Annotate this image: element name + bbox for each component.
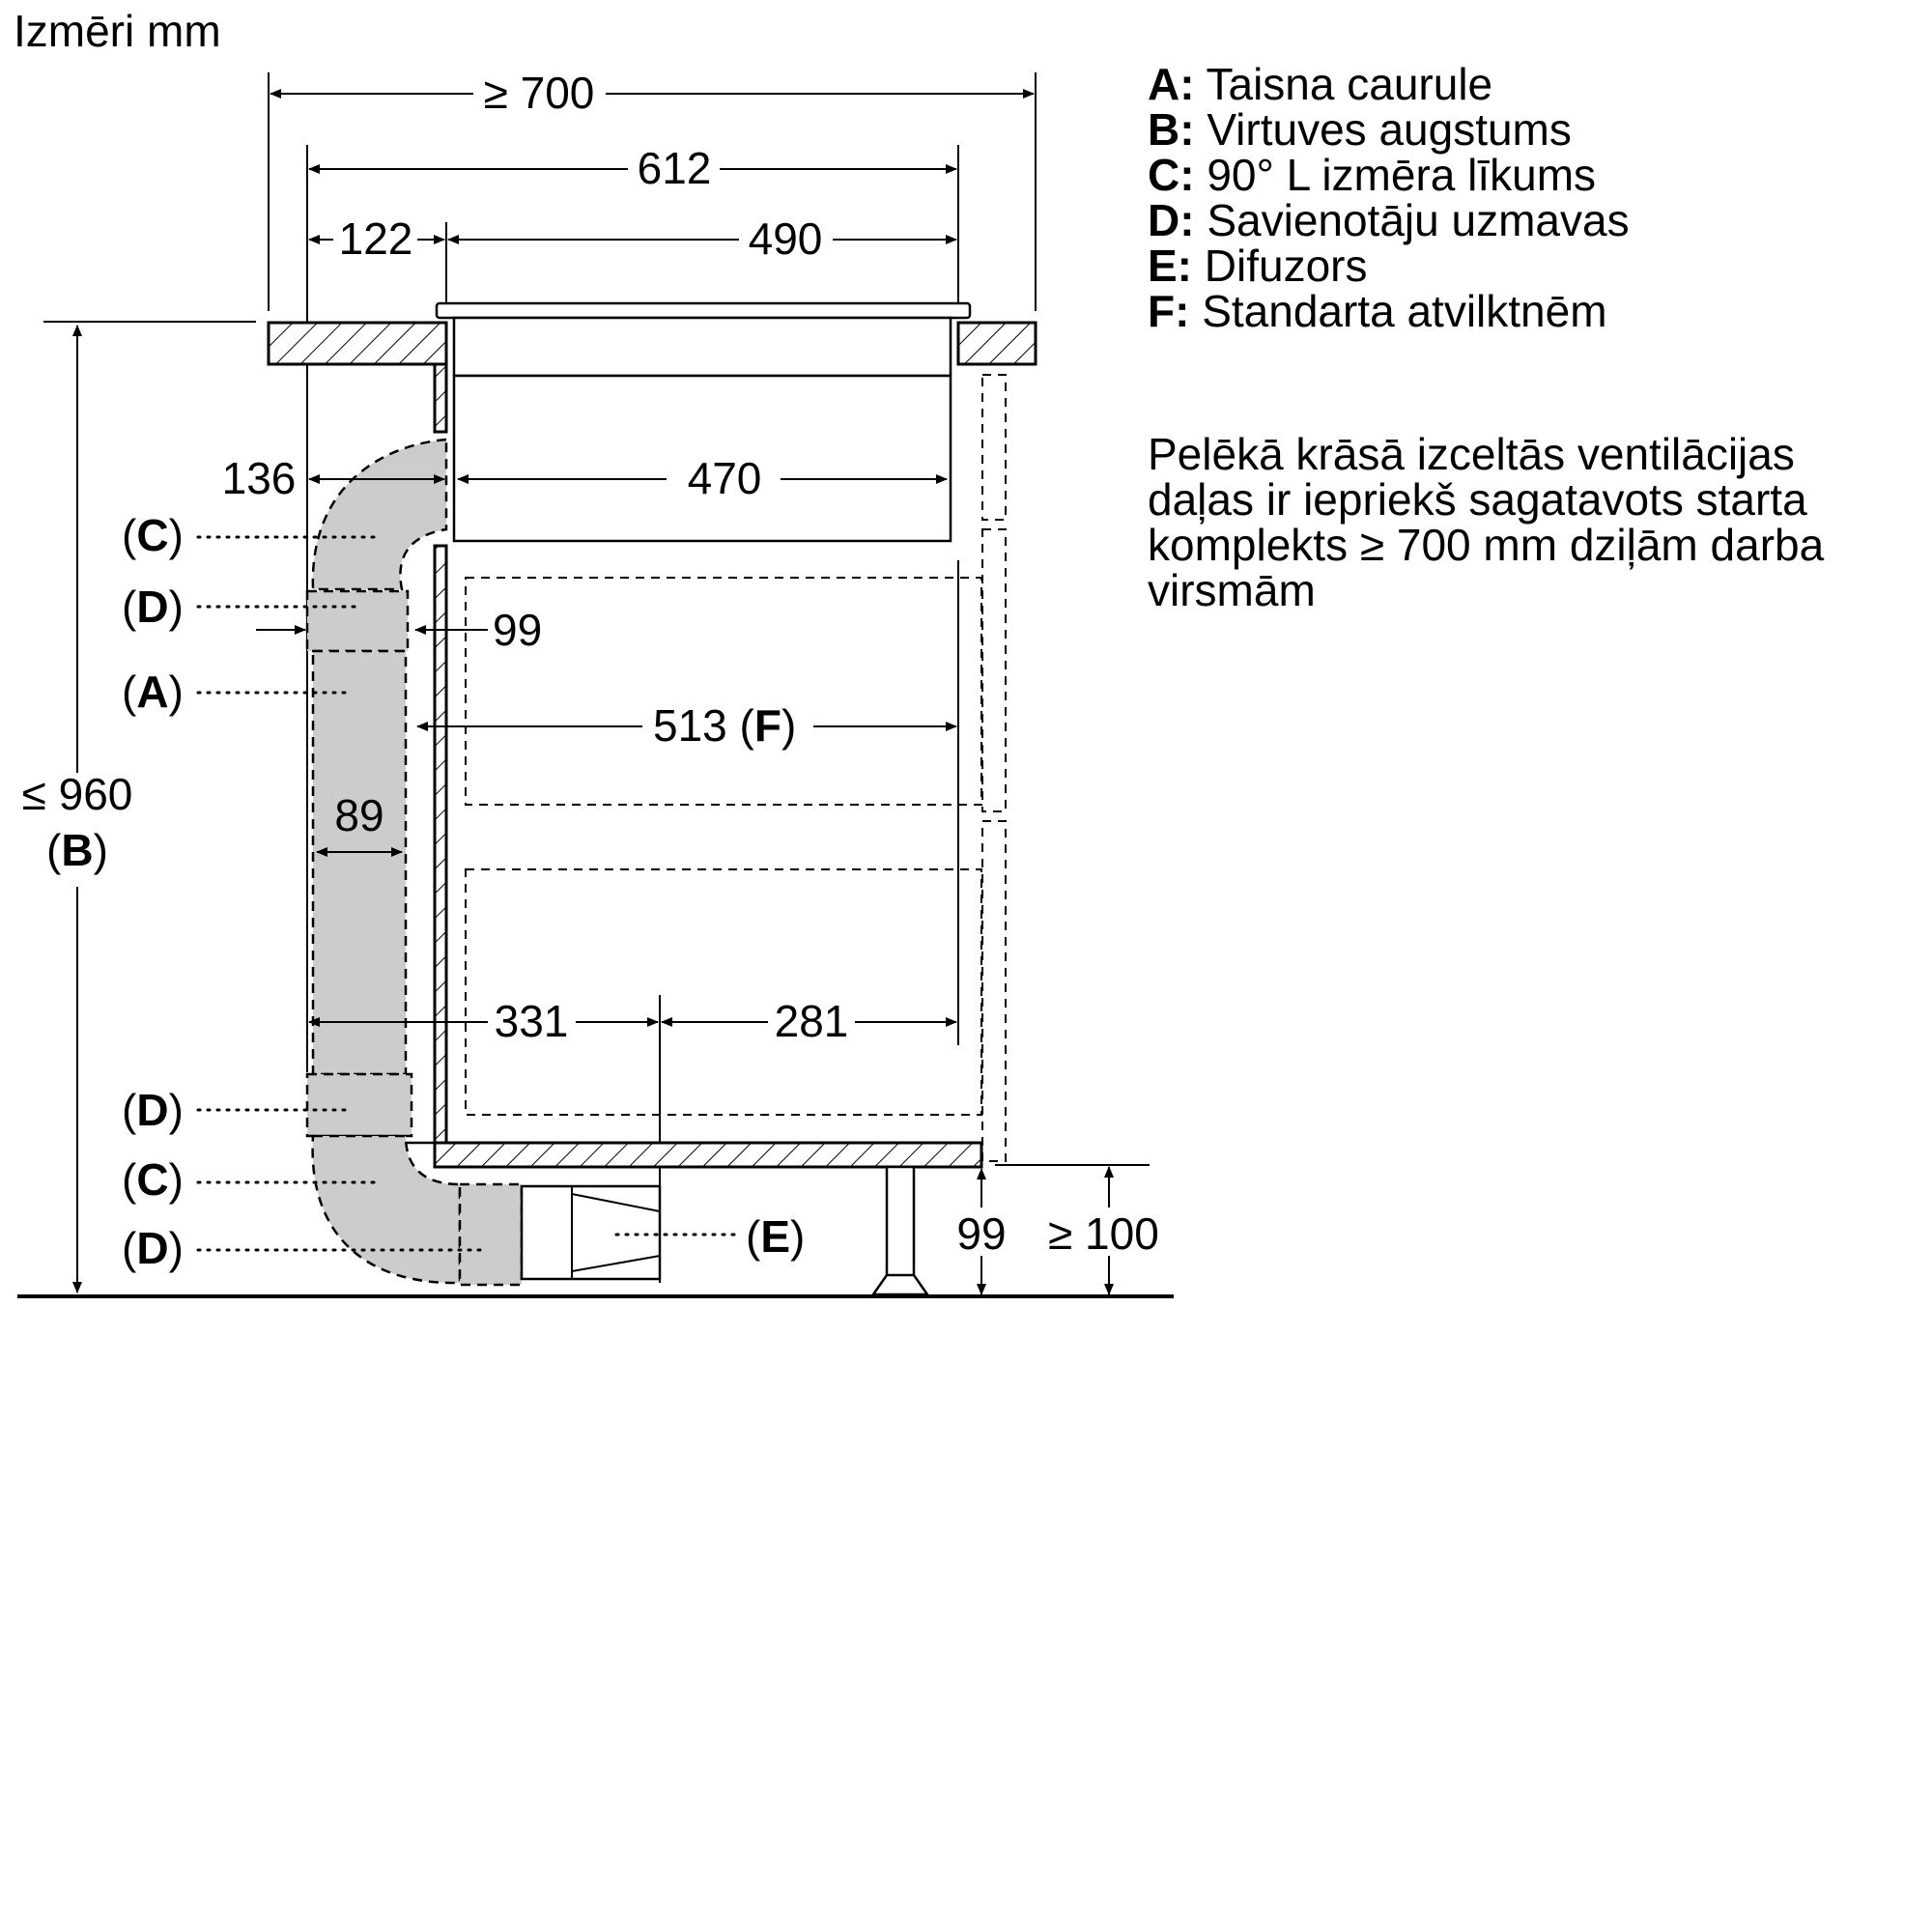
callout-c-top: (C) bbox=[122, 510, 184, 560]
dim-plinth-gap: 99 bbox=[956, 1208, 1007, 1259]
hob-body bbox=[454, 318, 951, 376]
drawer-upper bbox=[466, 578, 981, 805]
worktop-right bbox=[958, 323, 1036, 364]
callout-e: (E) bbox=[746, 1211, 806, 1262]
sleeve-bottom bbox=[307, 1074, 412, 1136]
starter-kit-note: Pelēkā krāsā izceltās ventilācijas daļas ir iepriekš sagatavots starta komplekts ≥ 700 mm dziļām darba virsmām bbox=[1148, 429, 1825, 615]
dim-bottom-right: 281 bbox=[774, 996, 849, 1046]
callout-d-top: (D) bbox=[122, 582, 184, 632]
straight-duct bbox=[313, 651, 406, 1074]
sleeve-top bbox=[307, 591, 408, 651]
dim-duct-offset-top: 136 bbox=[221, 453, 297, 503]
worktop-left bbox=[269, 323, 446, 364]
callout-c-bottom: (C) bbox=[122, 1154, 184, 1205]
units-label: Izmēri mm bbox=[14, 6, 221, 56]
dim-duct-width: 89 bbox=[334, 790, 384, 840]
callout-a: (A) bbox=[122, 667, 184, 717]
callout-d-end: (D) bbox=[122, 1223, 184, 1273]
legend bbox=[1148, 59, 1630, 336]
cabinet-back-wall-upper bbox=[435, 364, 446, 432]
legend-item-a: A: Taisna caurule bbox=[1148, 59, 1493, 109]
dim-plinth-min: ≥ 100 bbox=[1048, 1208, 1159, 1259]
legend-item-e: E: Difuzors bbox=[1148, 241, 1368, 291]
cabinet-foot bbox=[873, 1167, 927, 1294]
legend-item-d: D: Savienotāju uzmavas bbox=[1148, 195, 1630, 245]
drawer-lower bbox=[466, 869, 981, 1115]
dim-overall-depth: ≥ 700 bbox=[483, 68, 595, 118]
dim-hob-width: 612 bbox=[637, 143, 712, 193]
dimension-lines bbox=[22, 68, 1159, 1294]
dim-kitchen-height: ≤ 960 bbox=[21, 769, 133, 819]
dim-box-width: 470 bbox=[687, 453, 762, 503]
dim-connector-gap: 99 bbox=[493, 605, 543, 655]
dim-bottom-left: 331 bbox=[494, 996, 569, 1046]
front-panels bbox=[982, 375, 1006, 1161]
cabinet-back-wall bbox=[435, 546, 446, 1143]
cabinet-base bbox=[435, 1143, 981, 1167]
dim-rear-offset: 122 bbox=[338, 213, 413, 264]
hob-glass bbox=[437, 303, 970, 318]
legend-item-c: C: 90° L izmēra līkums bbox=[1148, 150, 1597, 200]
legend-item-f: F: Standarta atvilktnēm bbox=[1148, 286, 1607, 336]
diffuser bbox=[522, 1186, 660, 1279]
elbow-top bbox=[313, 440, 446, 589]
legend-item-b: B: Virtuves augstums bbox=[1148, 104, 1572, 155]
dim-kitchen-height-ref: (B) bbox=[46, 825, 108, 875]
dim-front-part: 490 bbox=[748, 213, 823, 264]
callout-d-bottom: (D) bbox=[122, 1085, 184, 1135]
extension-lines bbox=[43, 72, 1150, 1283]
sleeve-end bbox=[460, 1184, 522, 1285]
dim-drawer-depth: 513 (F) bbox=[653, 700, 797, 751]
